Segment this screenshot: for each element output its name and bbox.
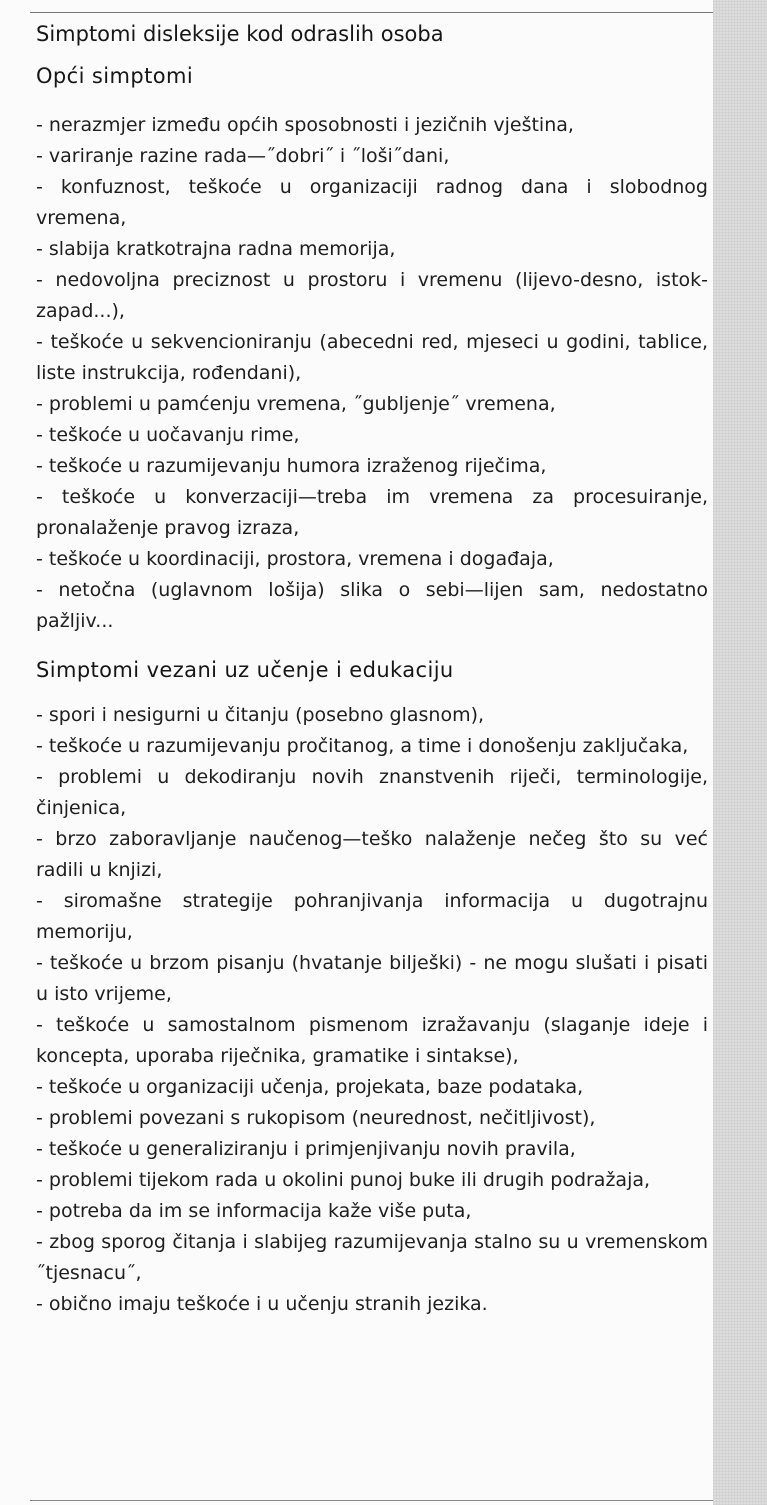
learning-symptoms-list — [36, 700, 708, 1320]
list-item: - teškoće u koordinaciji, prostora, vremena i događaja, — [36, 548, 554, 570]
list-item: - teškoće u organizaciji učenja, projekata, baze podataka, — [36, 1076, 584, 1098]
list-item: - konfuznost, teškoće u organizaciji radnog dana i slobodnog vremena, — [36, 176, 708, 229]
list-item: - problemi u pamćenju vremena, ˝gubljenje˝ vremena, — [36, 393, 556, 415]
list-item: - teškoće u generaliziranju i primjenjivanju novih pravila, — [36, 1138, 576, 1160]
bottom-rule — [30, 1500, 713, 1501]
list-item: - zbog sporog čitanja i slabijeg razumijevanja stalno su u vremenskom ˝tjesnacu˝, — [36, 1231, 708, 1284]
list-item: - variranje razine rada—˝dobri˝ i ˝loši˝dani, — [36, 145, 450, 167]
list-item: - problemi u dekodiranju novih znanstvenih riječi, terminologije, činjenica, — [36, 766, 708, 819]
top-rule — [30, 12, 713, 13]
document-title: Simptomi disleksije kod odraslih osoba — [36, 22, 444, 46]
list-item: - obično imaju teškoće i u učenju stranih jezika. — [36, 1293, 488, 1315]
list-item: - teškoće u uočavanju rime, — [36, 424, 300, 446]
list-item: - problemi tijekom rada u okolini punoj buke ili drugih podražaja, — [36, 1169, 651, 1191]
list-item: - teškoće u razumijevanju pročitanog, a time i donošenju zaključaka, — [36, 735, 689, 757]
list-item: - problemi povezani s rukopisom (neurednost, nečitljivost), — [36, 1107, 596, 1129]
section-heading-general-symptoms: Opći simptomi — [36, 64, 194, 88]
page-edge-band — [713, 0, 767, 1505]
general-symptoms-list — [36, 110, 708, 637]
list-item: - potreba da im se informacija kaže više puta, — [36, 1200, 472, 1222]
list-item: - siromašne strategije pohranjivanja informacija u dugotrajnu memoriju, — [36, 890, 708, 943]
list-item: - teškoće u sekvencioniranju (abecedni red, mjeseci u godini, tablice, liste instrukcija, rođendani), — [36, 331, 708, 384]
list-item: - nerazmjer između općih sposobnosti i jezičnih vještina, — [36, 114, 574, 136]
list-item: - netočna (uglavnom lošija) slika o sebi—lijen sam, nedostatno pažljiv... — [36, 579, 708, 632]
list-item: - teškoće u samostalnom pismenom izražavanju (slaganje ideje i koncepta, uporaba riječnika, gramatike i sintakse), — [36, 1014, 708, 1067]
section-heading-learning-symptoms: Simptomi vezani uz učenje i edukaciju — [36, 658, 454, 682]
list-item: - teškoće u razumijevanju humora izraženog riječima, — [36, 455, 547, 477]
list-item: - nedovoljna preciznost u prostoru i vremenu (lijevo-desno, istok-zapad...), — [36, 269, 708, 322]
list-item: - teškoće u konverzaciji—treba im vremena za procesuiranje, pronalaženje pravog izraza, — [36, 486, 708, 539]
list-item: - spori i nesigurni u čitanju (posebno glasnom), — [36, 704, 485, 726]
list-item: - slabija kratkotrajna radna memorija, — [36, 238, 396, 260]
list-item: - brzo zaboravljanje naučenog—teško nalaženje nečeg što su već radili u knjizi, — [36, 828, 708, 881]
list-item: - teškoće u brzom pisanju (hvatanje bilješki) - ne mogu slušati i pisati u isto vrijeme, — [36, 952, 708, 1005]
